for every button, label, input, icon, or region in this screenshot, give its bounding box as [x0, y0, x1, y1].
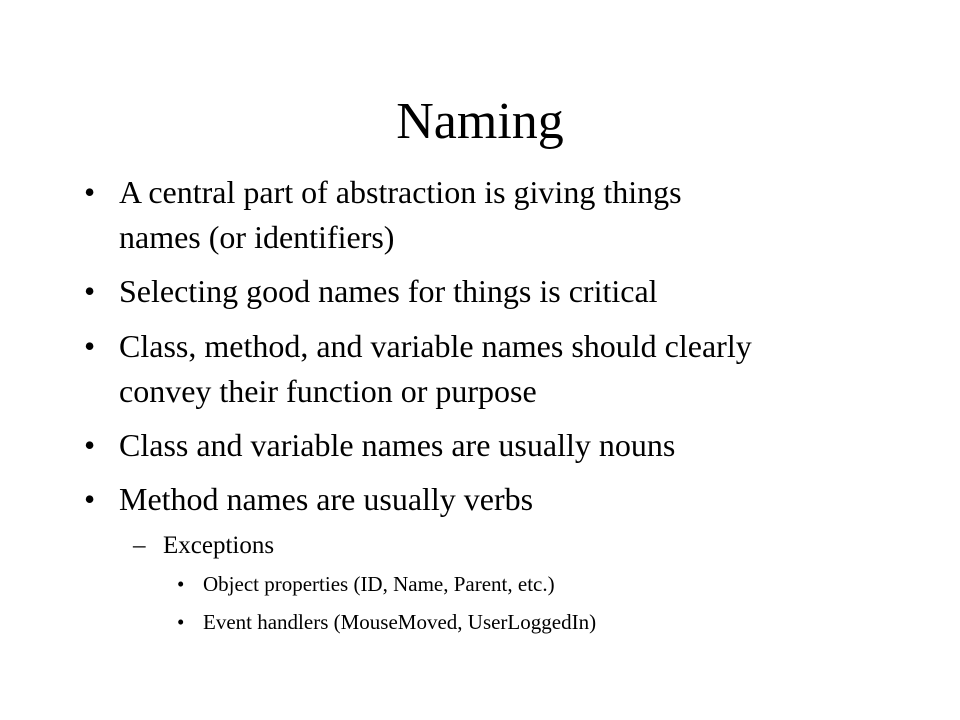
sub-sub-bullet-text: Object properties (ID, Name, Parent, etc.)	[203, 572, 555, 596]
bullet-text: Selecting good names for things is critical	[119, 273, 658, 309]
bullet-icon: •	[84, 273, 96, 309]
bullet-icon: •	[84, 427, 96, 463]
bullet-text: Class and variable names are usually nouns	[119, 427, 676, 463]
slide-title: Naming	[396, 93, 564, 150]
bullet-icon: •	[84, 328, 96, 364]
sub-bullet-text: Exceptions	[163, 532, 275, 559]
bullet-icon: •	[177, 572, 185, 596]
dash-icon: –	[133, 532, 146, 559]
bullet-icon: •	[84, 481, 96, 517]
sub-sub-bullet-text: Event handlers (MouseMoved, UserLoggedIn)	[203, 610, 597, 634]
bullet-icon: •	[177, 610, 185, 634]
bullet-text: names (or identifiers)	[119, 219, 395, 255]
bullet-text: Class, method, and variable names should clearly	[119, 328, 752, 364]
bullet-text: Method names are usually verbs	[119, 481, 534, 517]
bullet-text: A central part of abstraction is giving things	[119, 174, 682, 210]
bullet-icon: •	[84, 174, 96, 210]
bullet-text: convey their function or purpose	[119, 373, 537, 409]
